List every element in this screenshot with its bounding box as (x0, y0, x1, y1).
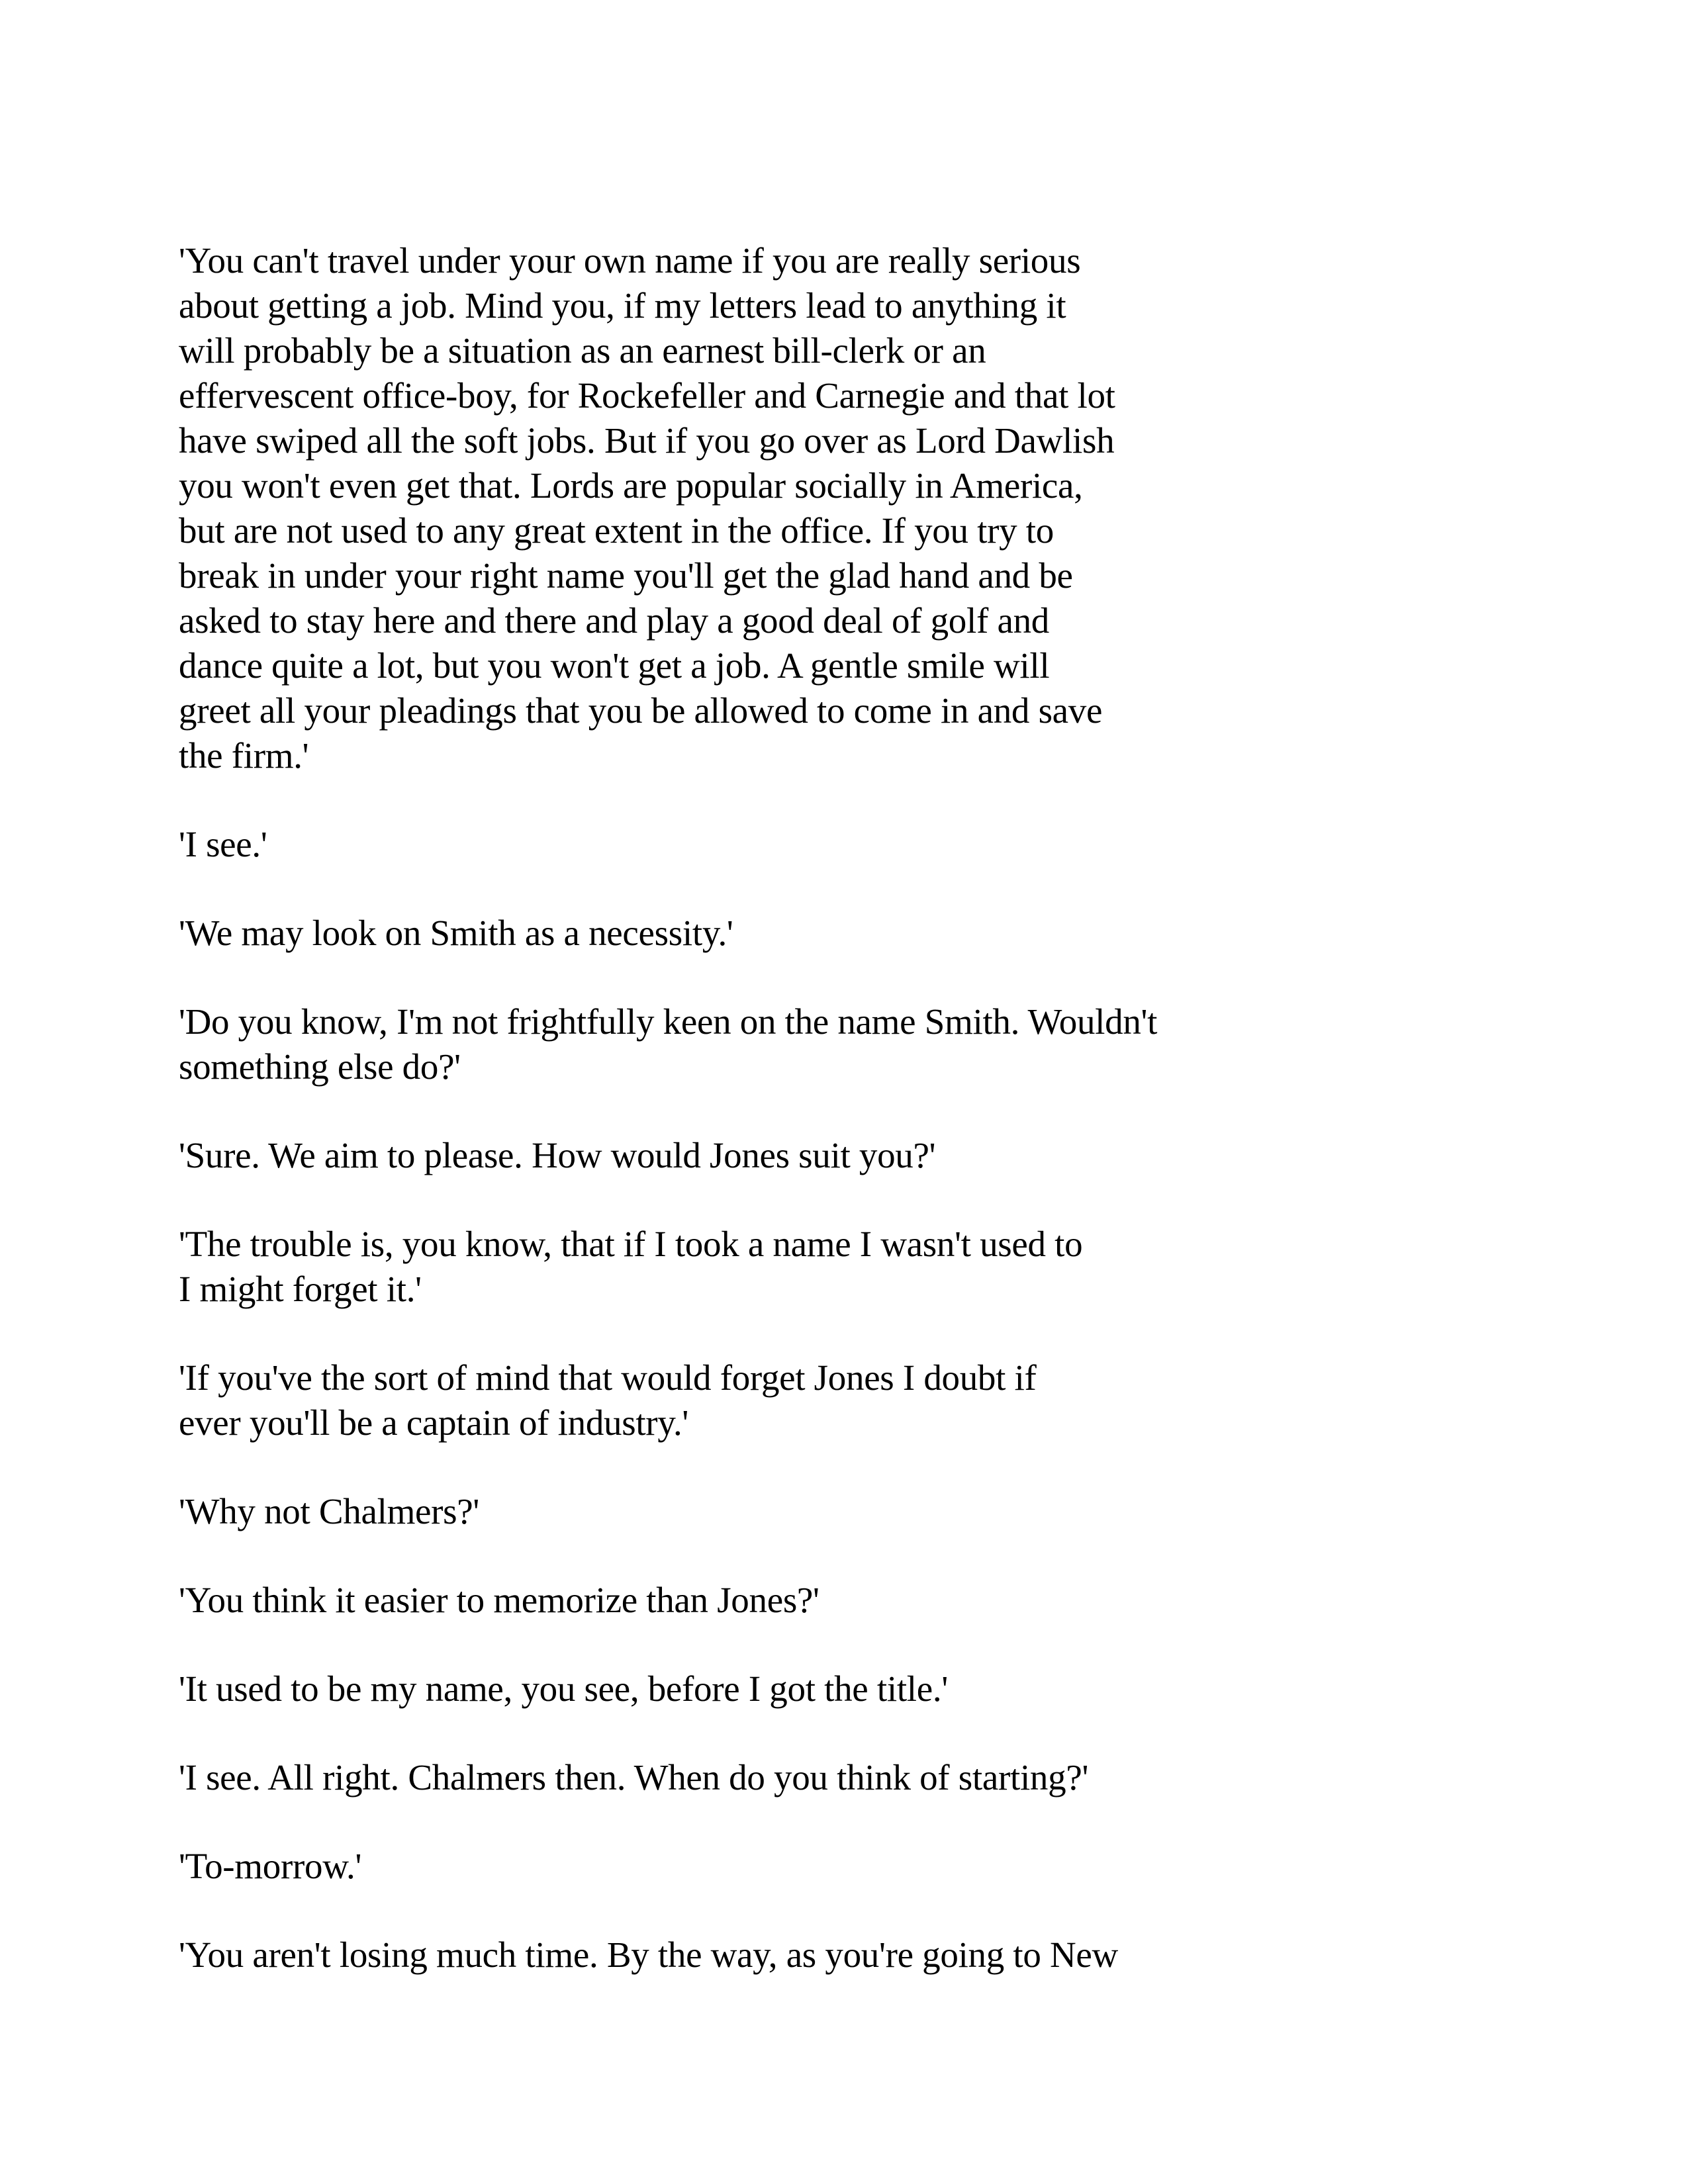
text-line: dance quite a lot, but you won't get a job. A gentle smile will (179, 645, 1050, 686)
text-line: ever you'll be a captain of industry.' (179, 1402, 689, 1443)
paragraph-gap (179, 1711, 1470, 1755)
paragraph-gap (179, 778, 1470, 822)
text-line: you won't even get that. Lords are popular socially in America, (179, 465, 1083, 506)
text-line: greet all your pleadings that you be allowed to come in and save (179, 690, 1103, 731)
paragraph-3 (179, 911, 1470, 956)
text-line: 'You can't travel under your own name if you are really serious (179, 240, 1081, 281)
paragraph-5 (179, 1133, 1470, 1178)
paragraph-gap (179, 1534, 1470, 1578)
paragraph-13 (179, 1933, 1470, 1978)
text-line: 'It used to be my name, you see, before I got the title.' (179, 1668, 948, 1709)
text-line: 'Why not Chalmers?' (179, 1491, 480, 1531)
paragraph-6 (179, 1222, 1470, 1312)
text-body (179, 238, 1470, 1978)
text-line: but are not used to any great extent in the office. If you try to (179, 510, 1054, 551)
paragraph-gap (179, 1623, 1470, 1666)
text-line: 'The trouble is, you know, that if I took a name I wasn't used to (179, 1224, 1083, 1264)
paragraph-1 (179, 238, 1470, 778)
paragraph-gap (179, 1089, 1470, 1133)
paragraph-gap (179, 1445, 1470, 1489)
text-line: effervescent office-boy, for Rockefeller and Carnegie and that lot (179, 375, 1115, 416)
text-line: about getting a job. Mind you, if my letters lead to anything it (179, 285, 1066, 326)
text-line: something else do?' (179, 1046, 461, 1087)
paragraph-10 (179, 1666, 1470, 1711)
paragraph-12 (179, 1844, 1470, 1889)
text-line: 'If you've the sort of mind that would forget Jones I doubt if (179, 1357, 1037, 1398)
paragraph-gap (179, 1800, 1470, 1844)
paragraph-8 (179, 1489, 1470, 1534)
text-line: 'I see. All right. Chalmers then. When do you think of starting?' (179, 1757, 1089, 1797)
paragraph-9 (179, 1578, 1470, 1623)
text-line: 'We may look on Smith as a necessity.' (179, 913, 733, 953)
paragraph-gap (179, 956, 1470, 999)
paragraph-4 (179, 999, 1470, 1089)
text-line: 'Do you know, I'm not frightfully keen on the name Smith. Wouldn't (179, 1001, 1158, 1042)
paragraph-7 (179, 1355, 1470, 1445)
text-line: asked to stay here and there and play a good deal of golf and (179, 600, 1049, 641)
text-line: will probably be a situation as an earnest bill-clerk or an (179, 330, 986, 371)
paragraph-2 (179, 822, 1470, 867)
paragraph-gap (179, 1178, 1470, 1222)
text-line: the firm.' (179, 735, 309, 776)
text-line: break in under your right name you'll get the glad hand and be (179, 555, 1073, 596)
text-line: 'You aren't losing much time. By the way, as you're going to New (179, 1934, 1118, 1975)
paragraph-gap (179, 1889, 1470, 1933)
text-line: 'To-morrow.' (179, 1846, 362, 1886)
paragraph-gap (179, 867, 1470, 911)
text-line: 'I see.' (179, 824, 267, 864)
text-line: 'You think it easier to memorize than Jones?' (179, 1580, 820, 1620)
paragraph-11 (179, 1755, 1470, 1800)
text-line: I might forget it.' (179, 1269, 422, 1309)
paragraph-gap (179, 1312, 1470, 1355)
text-line: have swiped all the soft jobs. But if you go over as Lord Dawlish (179, 420, 1115, 461)
text-line: 'Sure. We aim to please. How would Jones suit you?' (179, 1135, 936, 1175)
